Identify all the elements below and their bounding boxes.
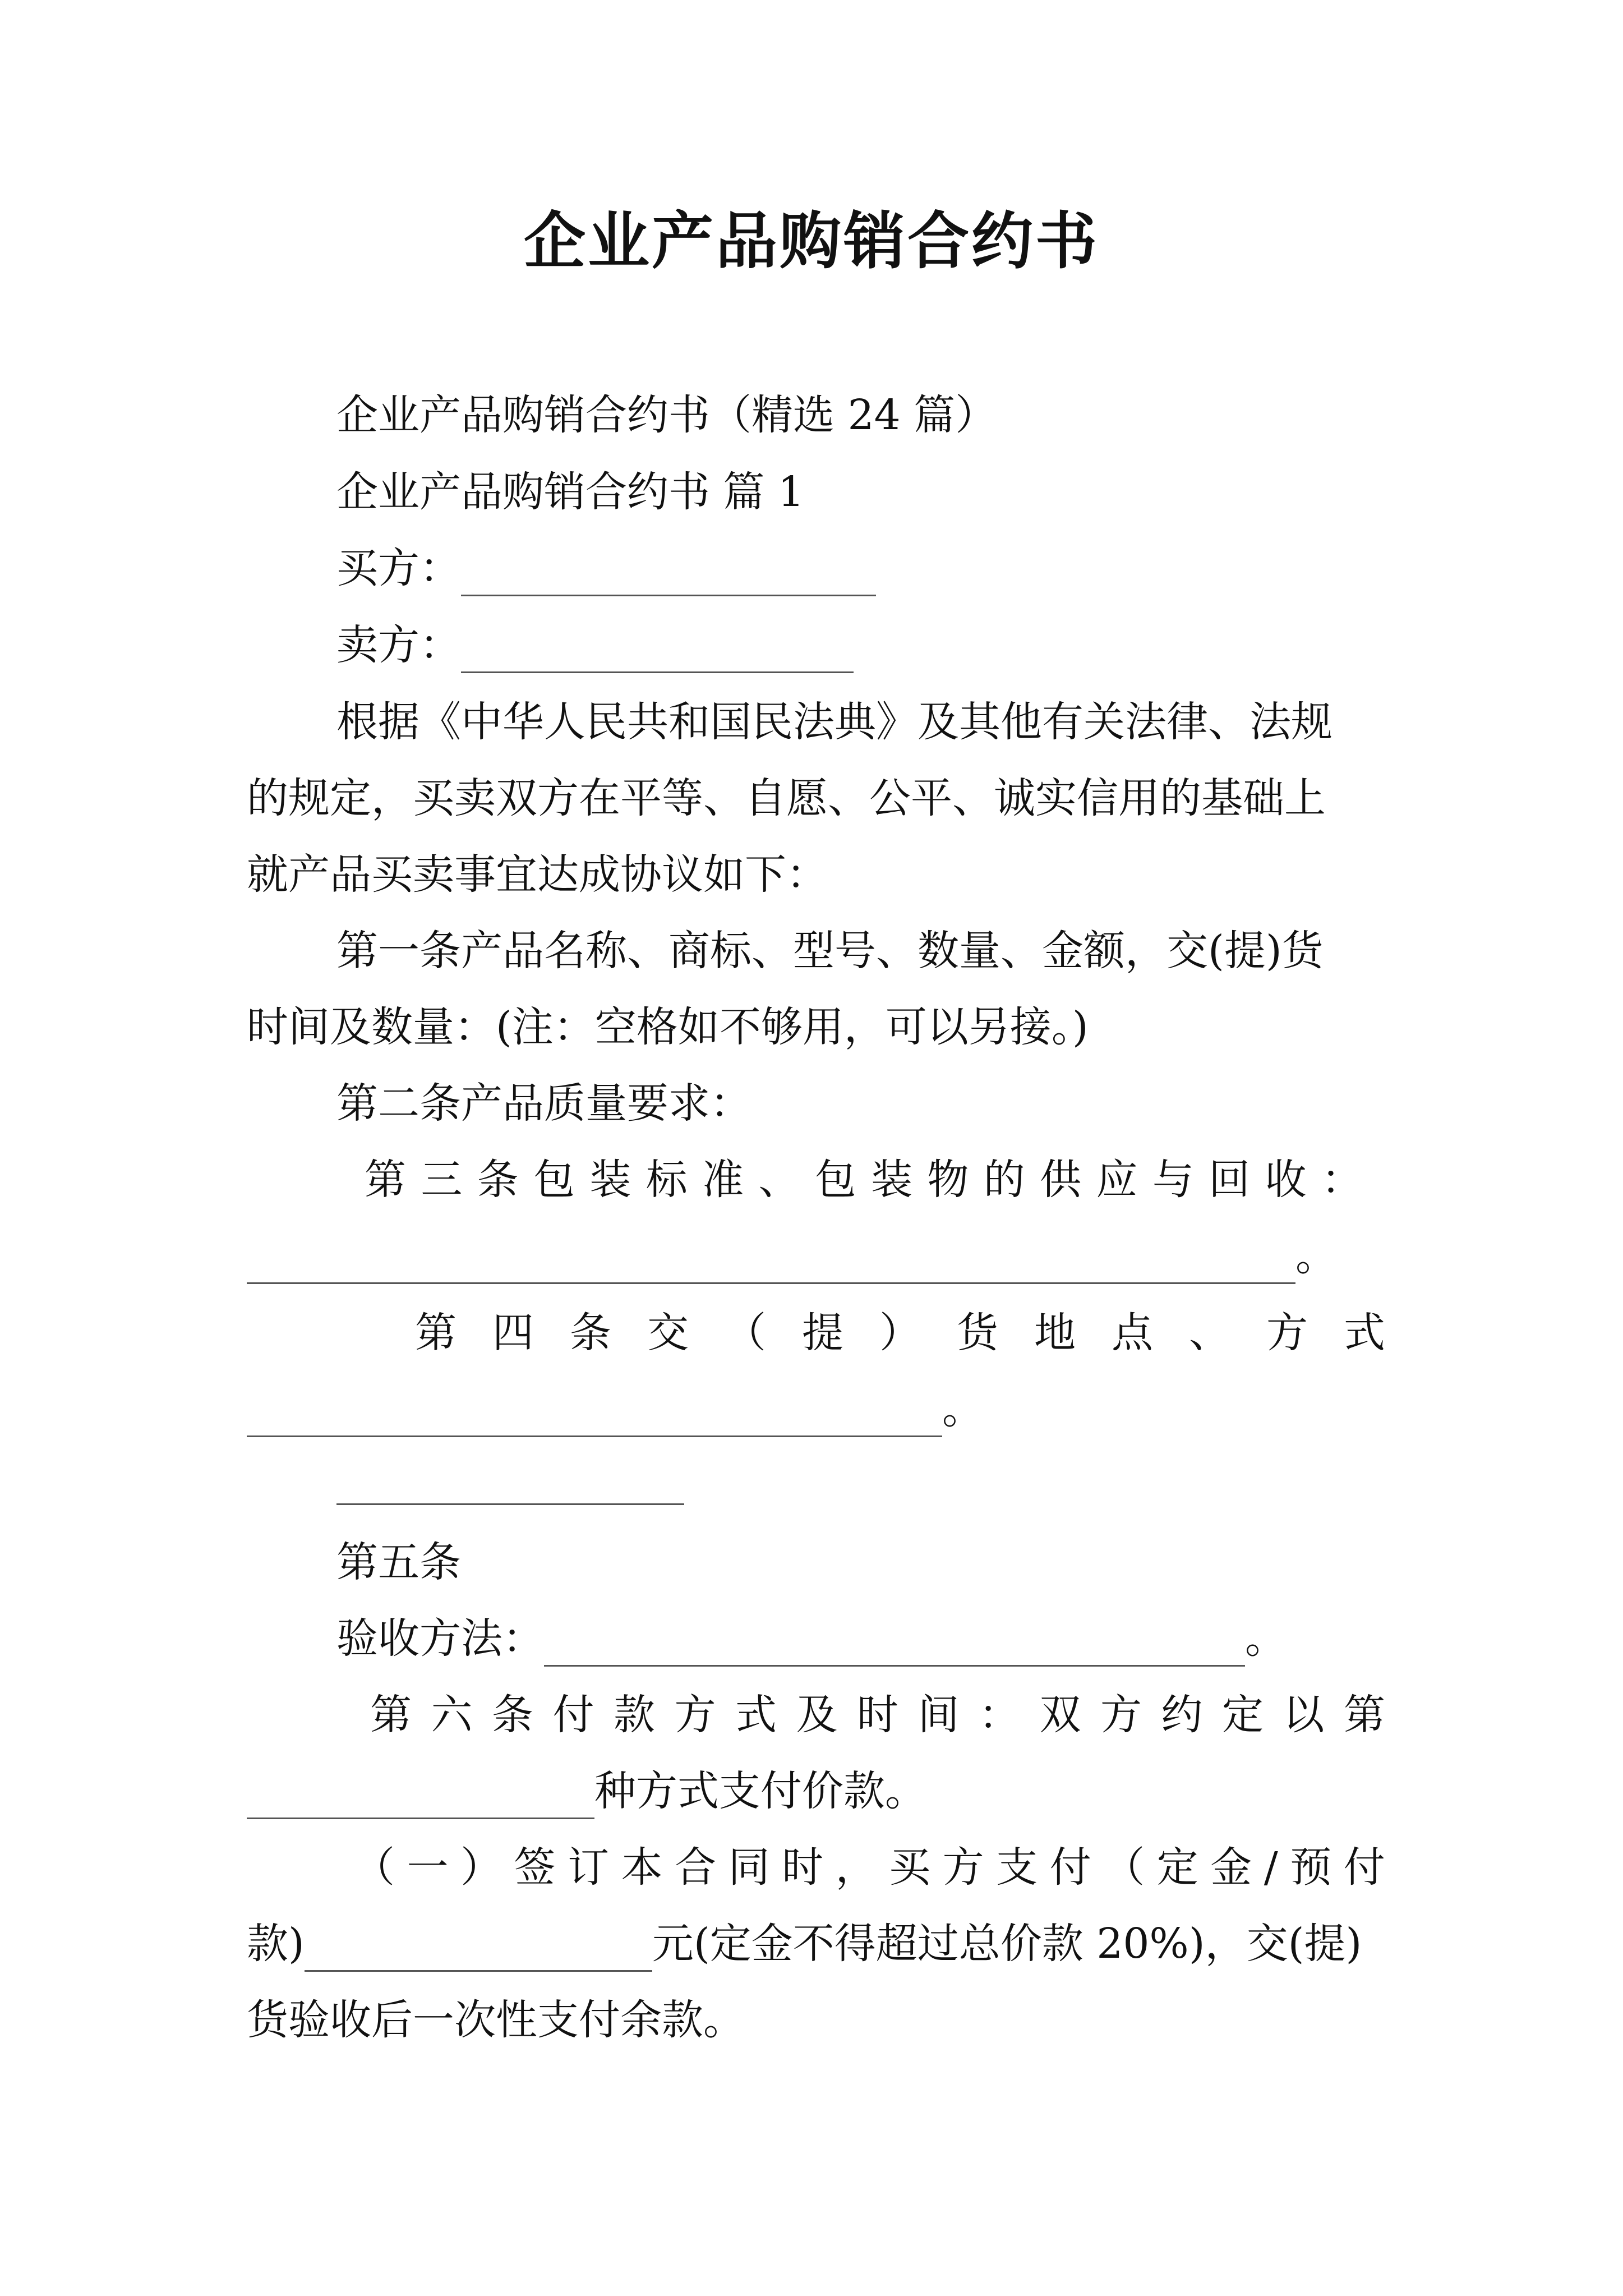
payment-1-char: （ (1103, 1843, 1145, 1892)
article-6-char: 付 (552, 1691, 594, 1739)
payment-1-char: ， (835, 1843, 877, 1892)
article-3-char: 包 (814, 1156, 856, 1204)
article-4-char: 条 (570, 1309, 611, 1357)
intro-line-3: 就产品买卖事宜达成协议如下： (247, 850, 828, 899)
buyer-label: 买方： (336, 544, 461, 592)
payment-1-char: 支 (996, 1843, 1038, 1892)
article-6-char: ： (979, 1691, 1020, 1739)
article-4-char: （ (725, 1309, 766, 1357)
buyer-blank (461, 550, 876, 596)
payment-1-line-3: 货验收后一次性支付余款。 (247, 1996, 745, 2044)
document-title: 企业产品购销合约书 (524, 205, 1099, 277)
article-3-char: 装 (871, 1156, 913, 1204)
article-3-char: 供 (1040, 1156, 1082, 1204)
article-3-char: 与 (1152, 1156, 1194, 1204)
payment-1-char: 定 (1156, 1843, 1198, 1892)
payment-1-char: 付 (1343, 1843, 1385, 1892)
article-4-char: 、 (1189, 1309, 1230, 1357)
article-6-char: 六 (431, 1691, 473, 1739)
payment-1-char: 订 (568, 1843, 610, 1892)
article-6-char: 第 (370, 1691, 412, 1739)
payment-1-char: 合 (675, 1843, 717, 1892)
article-6-char: 款 (614, 1691, 655, 1739)
article-3-char: 收 (1265, 1156, 1307, 1204)
article-6-char: 式 (735, 1691, 777, 1739)
acceptance-label: 验收方法： (336, 1614, 544, 1663)
article-3-char: 标 (645, 1156, 688, 1204)
article-4-char: 点 (1112, 1309, 1153, 1357)
article-3-char: 包 (533, 1156, 575, 1204)
article-3-char: 应 (1096, 1156, 1138, 1204)
article-4-heading (415, 1305, 1385, 1361)
article-4-char: 地 (1034, 1309, 1076, 1357)
seller-line (336, 617, 854, 673)
article-4-char: 提 (802, 1309, 843, 1357)
article-4-char: 方 (1266, 1309, 1308, 1357)
payment-1-char: 方 (942, 1843, 984, 1892)
payment-1-char: / (1264, 1843, 1278, 1892)
payment-1-char: 买 (889, 1843, 931, 1892)
article-4-char: 式 (1344, 1309, 1385, 1357)
intro-line-2: 的规定，买卖双方在平等、自愿、公平、诚实信用的基础上 (247, 774, 1326, 822)
article-6-char: 方 (1100, 1691, 1142, 1739)
payment-1-suffix: 元(定金不得超过总价款 20%)，交(提) (652, 1920, 1362, 1968)
blank-rule (336, 1503, 684, 1505)
article-3-char: 回 (1209, 1156, 1251, 1204)
article-4-char: 四 (492, 1309, 534, 1357)
article-6-char: 条 (492, 1691, 533, 1739)
article-6-line-2 (247, 1763, 926, 1819)
article-6-blank (247, 1773, 594, 1819)
payment-1-heading (353, 1839, 1385, 1895)
article-4-char: 第 (415, 1309, 457, 1357)
article-3-char: 准 (702, 1156, 744, 1204)
document-subtitle: 企业产品购销合约书（精选 24 篇） (336, 391, 997, 439)
article-6-tail: 种方式支付价款。 (594, 1767, 926, 1815)
intro-line-1: 根据《中华人民共和国民法典》及其他有关法律、法规 (336, 698, 1332, 746)
payment-1-char: 签 (514, 1843, 556, 1892)
acceptance-period: 。 (1245, 1614, 1287, 1663)
article-4-char: ） (879, 1309, 921, 1357)
article-4-char: 交 (647, 1309, 689, 1357)
article-1-line-1: 第一条产品名称、商标、型号、数量、金额，交(提)货 (336, 927, 1324, 975)
article-2: 第二条产品质量要求： (336, 1079, 751, 1128)
payment-1-line-2 (247, 1916, 1362, 1972)
payment-1-char: 金 (1210, 1843, 1252, 1892)
payment-1-char: 一 (407, 1843, 449, 1892)
article-3-blank-line (247, 1228, 1337, 1284)
seller-blank (461, 627, 854, 673)
payment-1-blank (305, 1925, 652, 1972)
payment-1-char: 时 (782, 1843, 824, 1892)
article-6-char: 双 (1039, 1691, 1081, 1739)
article-5: 第五条 (336, 1538, 461, 1586)
article-4-blank (247, 1391, 942, 1437)
acceptance-blank (544, 1620, 1245, 1667)
article-4-period: 。 (942, 1385, 984, 1433)
article-3-char: 物 (927, 1156, 969, 1204)
article-3-char: 第 (365, 1156, 406, 1204)
article-6-char: 及 (796, 1691, 838, 1739)
buyer-line (336, 540, 876, 596)
article-6-char: 定 (1222, 1691, 1264, 1739)
article-6-heading (370, 1687, 1385, 1743)
article-4-blank-line (247, 1381, 984, 1437)
article-3-blank (247, 1237, 1295, 1284)
article-6-char: 以 (1283, 1691, 1325, 1739)
payment-1-char: （ (353, 1843, 395, 1892)
article-4-char: 货 (957, 1309, 998, 1357)
article-6-char: 时 (857, 1691, 898, 1739)
article-6-char: 第 (1344, 1691, 1385, 1739)
article-3-heading (365, 1152, 1363, 1208)
payment-1-char: ） (460, 1843, 502, 1892)
payment-1-char: 本 (621, 1843, 663, 1892)
payment-1-char: 预 (1290, 1843, 1332, 1892)
payment-1-prefix: 款) (247, 1920, 305, 1968)
seller-label: 卖方： (336, 621, 461, 669)
article-3-char: 条 (477, 1156, 519, 1204)
article-3-period: 。 (1295, 1232, 1337, 1280)
acceptance-line (336, 1611, 1287, 1667)
article-1-line-2: 时间及数量：(注：空格如不够用，可以另接。) (247, 1003, 1089, 1051)
payment-1-char: 付 (1049, 1843, 1091, 1892)
section-heading: 企业产品购销合约书 篇 1 (336, 468, 805, 516)
article-6-char: 方 (674, 1691, 716, 1739)
article-6-char: 约 (1161, 1691, 1203, 1739)
article-3-char: 三 (421, 1156, 463, 1204)
article-3-char: 的 (983, 1156, 1025, 1204)
article-6-char: 间 (917, 1691, 960, 1739)
article-3-char: 、 (758, 1156, 800, 1204)
payment-1-char: 同 (728, 1843, 770, 1892)
article-3-char: 装 (589, 1156, 631, 1204)
article-3-char: ： (1321, 1156, 1363, 1204)
